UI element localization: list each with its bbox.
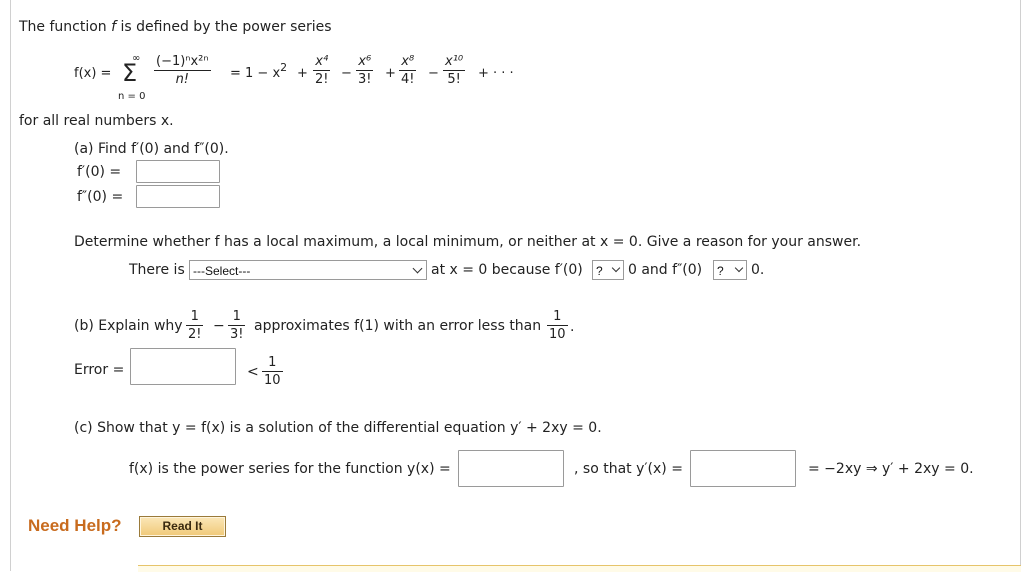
fprime-compare-select[interactable] [592, 260, 624, 280]
part-c-title: (c) Show that y = f(x) is a solution of the differential equation y′ + 2xy = 0. [74, 420, 602, 436]
f3-num: 1 [553, 309, 562, 324]
t6-den: 3! [358, 72, 372, 87]
term-x4-over-2fact [314, 55, 329, 86]
term-numerator: (−1)ⁿx²ⁿ [156, 54, 209, 69]
plus-sign: + [297, 66, 308, 81]
term-x10-over-5fact [444, 55, 464, 86]
plus-sign: + [385, 66, 396, 81]
sigma-lower: n = 0 [118, 91, 146, 102]
t10-num: x¹⁰ [445, 54, 464, 69]
t8-num: x⁸ [401, 54, 415, 69]
f1-den: 2! [188, 327, 202, 342]
read-it-button[interactable]: Read It [139, 516, 226, 537]
y-prime-input[interactable] [690, 450, 796, 487]
fprime-compare-value: ? [596, 264, 603, 278]
f2-num: 1 [232, 309, 241, 324]
series-lhs: f(x) = [74, 66, 112, 81]
fdoubleprime-compare-value: ? [717, 264, 724, 278]
fprime-input[interactable] [136, 160, 220, 183]
intro-post: is defined by the power series [116, 19, 332, 35]
eq-one-minus-x: = 1 − x [230, 66, 281, 81]
f4-den: 10 [264, 373, 281, 388]
fraction-one-over-ten-bound [263, 356, 282, 387]
f4-num: 1 [268, 355, 277, 370]
minus-sign: − [428, 66, 439, 81]
part-b-explain: (b) Explain why [74, 318, 183, 334]
part-a-title: (a) Find f′(0) and f″(0). [74, 141, 229, 157]
need-help-label: Need Help? [28, 516, 122, 535]
term-denominator: n! [154, 70, 211, 86]
extremum-question: Determine whether f has a local maximum, a local minimum, or neither at x = 0. Give a reason for your answer. [74, 234, 862, 250]
series-general-term [155, 55, 210, 86]
less-than-sign: < [247, 364, 259, 380]
error-input[interactable] [130, 348, 236, 385]
period: . [570, 319, 575, 335]
error-label: Error = [74, 362, 125, 378]
fprime-label: f′(0) = [77, 164, 122, 180]
intro-var: f [111, 19, 117, 35]
f3-den: 10 [549, 327, 566, 342]
extremum-select[interactable] [189, 260, 427, 280]
t4-num: x⁴ [315, 54, 329, 69]
term-x6-over-3fact [357, 55, 372, 86]
series-ellipsis: + · · · [478, 66, 514, 81]
approximates-text: approximates f(1) with an error less than [254, 318, 542, 334]
zero-end-text: 0. [751, 262, 765, 278]
intro-text [19, 20, 332, 34]
t10-den: 5! [443, 70, 465, 86]
intro-pre: The function [19, 19, 112, 35]
minus-sign: − [341, 66, 352, 81]
zero-and-text: 0 and f″(0) [628, 262, 703, 278]
domain-note: for all real numbers x. [19, 113, 174, 129]
sigma-symbol: Σ [122, 59, 138, 87]
sigma-upper: ∞ [132, 53, 141, 64]
fraction-one-over-2fact [187, 310, 202, 341]
square-exponent: 2 [280, 61, 288, 74]
fraction-one-over-ten [548, 310, 567, 341]
series-expansion-start [230, 61, 288, 81]
result-text: = −2xy ⇒ y′ + 2xy = 0. [808, 461, 974, 477]
chevron-down-icon [735, 264, 743, 272]
fdoubleprime-input[interactable] [136, 185, 220, 208]
fdoubleprime-label: f″(0) = [77, 189, 124, 205]
because-text: at x = 0 because f′(0) [431, 262, 583, 278]
extremum-select-value: ---Select--- [193, 264, 251, 278]
t6-num: x⁶ [358, 54, 372, 69]
minus-sign: − [213, 318, 225, 334]
f1-num: 1 [190, 309, 199, 324]
f2-den: 3! [230, 327, 244, 342]
so-that-text: , so that y′(x) = [574, 461, 683, 477]
term-x8-over-4fact [400, 55, 415, 86]
t8-den: 4! [401, 72, 415, 87]
chevron-down-icon [413, 264, 423, 274]
chevron-down-icon [612, 264, 620, 272]
t4-den: 2! [315, 72, 329, 87]
fdoubleprime-compare-select[interactable] [713, 260, 747, 280]
fraction-one-over-3fact [229, 310, 244, 341]
y-function-input[interactable] [458, 450, 564, 487]
there-is-label: There is [129, 262, 185, 278]
series-for-text: f(x) is the power series for the function y(x) = [129, 461, 451, 477]
